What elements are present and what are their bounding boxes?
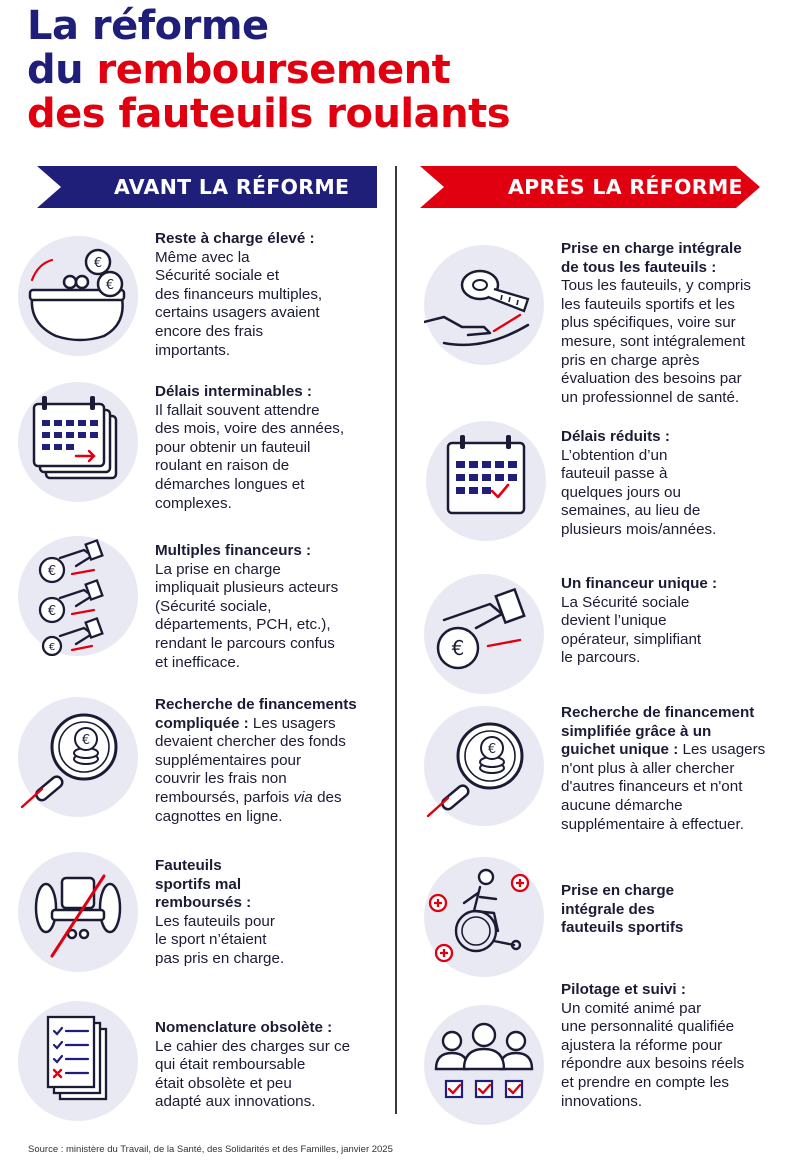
sport-wheelchair-plus-icon bbox=[424, 857, 544, 977]
after-item-2-text: Délais réduits : L’obtention d’un fauteuil passe à quelques jours ou semaines, au lieu de plusieurs mois/années. bbox=[561, 428, 717, 538]
after-item-3-text: Un financeur unique : La Sécurité sociale devient l’unique opérateur, simplifiant le parcours. bbox=[561, 575, 718, 667]
svg-text:€: € bbox=[451, 636, 465, 660]
crossed-sport-wheelchair-icon bbox=[18, 852, 138, 972]
committee-checkboxes-icon bbox=[424, 1005, 544, 1125]
column-divider bbox=[395, 166, 397, 1114]
page-title bbox=[27, 4, 510, 136]
multiple-hands-coins-icon bbox=[18, 536, 138, 656]
after-item-6-text: Pilotage et suivi : Un comité animé par une personnalité qualifiée ajustera la réforme pour répondre aux besoins réels et prendre en compte les innovations. bbox=[561, 981, 745, 1110]
magnifier-coins-icon bbox=[424, 706, 544, 826]
before-item-3-text: Multiples financeurs : La prise en charge impliquait plusieurs acteurs (Sécurité sociale, départements, PCH, etc.), rendant le parcours confus et inefficace. bbox=[155, 542, 339, 671]
after-item-4-text: Recherche de financement simplifiée grâce à un guichet unique : Les usagers n'ont plus à aller chercher d'autres financeurs et n'ont aucune démarche supplémentaire à effectuer. bbox=[561, 704, 766, 833]
source-note: Source : ministère du Travail, de la Santé, des Solidarités et des Familles, janvier 2025 bbox=[28, 1144, 393, 1155]
before-reform-banner bbox=[37, 166, 377, 208]
after-item-1-text: Prise en charge intégrale de tous les fauteuils : Tous les fauteuils, y compris les fauteuils sportifs et les plus spécifiques, voire sur mesure, sont intégralement pris en charge après évaluation des besoins par un professionnel de santé. bbox=[561, 240, 751, 406]
hand-measuring-tape-icon bbox=[424, 245, 544, 365]
svg-text:€: € bbox=[47, 604, 57, 619]
title-line-3: des fauteuils roulants bbox=[27, 91, 511, 137]
title-line-2-accent: remboursement bbox=[96, 47, 451, 93]
before-item-2-text: Délais interminables : Il fallait souvent attendre des mois, voire des années, pour obtenir un fauteuil roulant en raison de démarches longues et complexes. bbox=[155, 383, 345, 512]
before-item-6-text: Nomenclature obsolète : Le cahier des charges sur ce qui était remboursable était obsolète et peu adapté aux innovations. bbox=[155, 1019, 351, 1111]
svg-text:€: € bbox=[47, 564, 57, 579]
before-item-1-text: Reste à charge élevé : Même avec la Sécurité sociale et des financeurs multiples, certains usagers avaient encore des frais importants. bbox=[155, 230, 323, 359]
purse-icon bbox=[18, 236, 138, 356]
before-item-4-text: Recherche de financements compliquée : Les usagers devaient chercher des fonds supplémentaires pour couvrir les frais non remboursés, parfois via des cagnottes en ligne. bbox=[155, 696, 357, 825]
calendar-stack-icon bbox=[18, 382, 138, 502]
svg-text:€: € bbox=[93, 256, 103, 271]
after-reform-banner bbox=[420, 166, 760, 208]
svg-text:€: € bbox=[48, 642, 56, 653]
title-line-2-prefix: du bbox=[27, 47, 97, 93]
after-item-5-text: Prise en charge intégrale des fauteuils sportifs bbox=[561, 882, 684, 937]
before-reform-header: AVANT LA RÉFORME bbox=[114, 175, 350, 199]
svg-text:€: € bbox=[81, 733, 91, 748]
checklist-documents-icon bbox=[18, 1001, 138, 1121]
magnifier-coins-icon bbox=[18, 697, 138, 817]
title-line-1: La réforme bbox=[27, 3, 269, 49]
svg-text:€: € bbox=[487, 742, 497, 757]
calendar-check-icon bbox=[426, 421, 546, 541]
after-reform-header: APRÈS LA RÉFORME bbox=[508, 175, 743, 199]
hand-coin-icon bbox=[424, 574, 544, 694]
before-item-5-text: Fauteuils sportifs mal remboursés : Les fauteuils pour le sport n’étaient pas pris en charge. bbox=[155, 857, 285, 967]
svg-text:€: € bbox=[105, 278, 115, 293]
